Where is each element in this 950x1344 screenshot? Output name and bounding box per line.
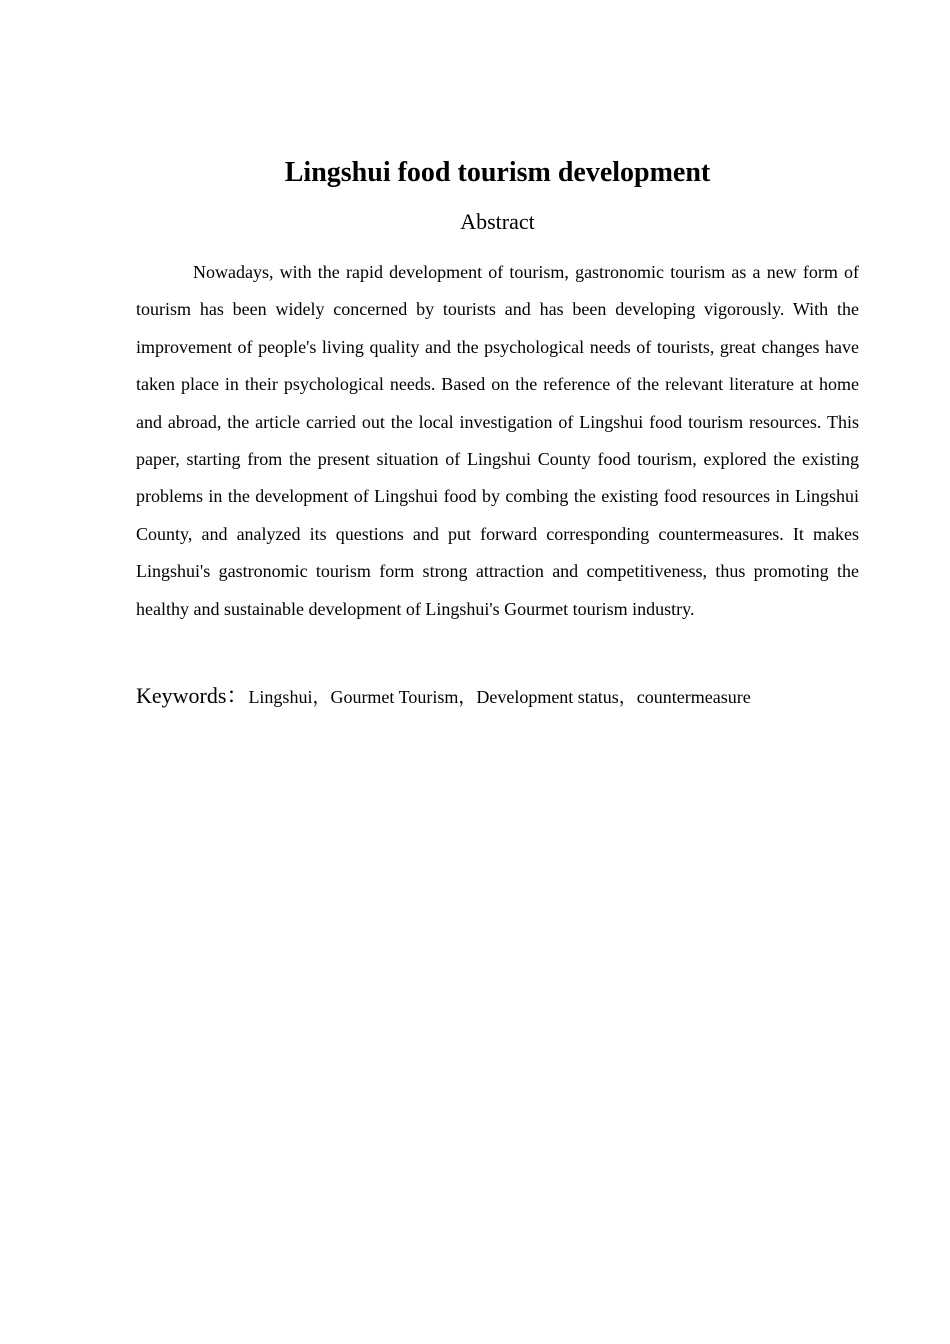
abstract-body: Nowadays, with the rapid development of tourism, gastronomic tourism as a new form of tourism has been widely concerned by tourists and has been developing vigorously. With the improvement of people's living quality and the psychological needs of tourists, great changes have taken place in their psychological needs. Based on the reference of the relevant literature at home and abroad, the article carried out the local investigation of Lingshui food tourism resources. This paper, starting from the present situation of Lingshui County food tourism, explored the existing problems in the development of Lingshui food by combing the existing food resources in Lingshui County, and analyzed its questions and put forward corresponding countermeasures. It makes Lingshui's gastronomic tourism form strong attraction and competitiveness, thus promoting the healthy and sustainable development of Lingshui's Gourmet tourism industry. <box>136 262 859 619</box>
document-title: Lingshui food tourism development <box>284 157 711 188</box>
keywords-label: Keywords： <box>136 683 249 708</box>
keywords-line <box>136 678 859 717</box>
abstract-heading: Abstract <box>460 209 535 234</box>
keywords-list: Lingshui，Gourmet Tourism，Development status，countermeasure <box>248 687 751 707</box>
